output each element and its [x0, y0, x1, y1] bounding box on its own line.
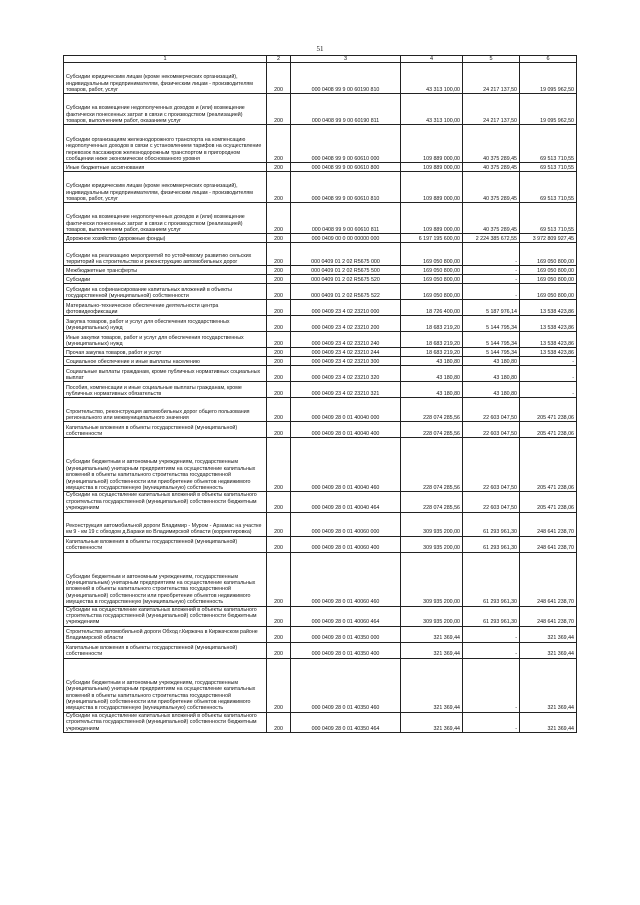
row-executed-amount: -	[463, 275, 520, 284]
row-executed-amount: 5 144 795,34	[463, 316, 520, 332]
row-code: 200	[267, 642, 291, 658]
row-remaining-amount: 248 641 238,70	[520, 512, 577, 536]
row-executed-amount: -	[463, 658, 520, 712]
row-name: Субсидии организациям железнодорожного транспорта на компенсацию недополученных доходов в связи с установлением тарифов на осуществление перевозок пассажиров железнодорожным транспортом в пригородном сообщении ниже экономически обоснованного уровня	[64, 125, 267, 163]
row-classification-code: 000 0409 01 2 02 R5675 000	[291, 243, 401, 266]
row-remaining-amount: 69 513 710,55	[520, 125, 577, 163]
row-executed-amount: 43 180,80	[463, 357, 520, 366]
row-remaining-amount: 169 050 800,00	[520, 284, 577, 300]
table-row	[64, 512, 577, 536]
row-code: 200	[267, 398, 291, 422]
row-executed-amount: 61 293 961,30	[463, 536, 520, 552]
row-code: 200	[267, 536, 291, 552]
row-remaining-amount: 205 471 238,06	[520, 492, 577, 512]
row-code: 200	[267, 284, 291, 300]
table-row	[64, 266, 577, 275]
table-row	[64, 332, 577, 348]
row-classification-code: 000 0409 00 0 00 00000 000	[291, 234, 401, 243]
row-executed-amount: 24 217 137,50	[463, 63, 520, 94]
row-approved-amount: 321 369,44	[401, 712, 463, 732]
row-approved-amount: 321 369,44	[401, 642, 463, 658]
row-approved-amount: 109 889 000,00	[401, 163, 463, 172]
budget-execution-table	[63, 55, 577, 733]
row-code: 200	[267, 203, 291, 234]
row-classification-code: 000 0409 28 0 01 40060 464	[291, 606, 401, 626]
row-name: Субсидии бюджетным и автономным учреждениям, государственным (муниципальным) унитарным предприятиям на осуществление капитальных вложений в объекты капитального строительства государственной (муниципальной) собственности или приобретение объектов недвижимого имущества в государственную (муниципальную) собственность	[64, 438, 267, 492]
row-remaining-amount: 19 095 962,50	[520, 94, 577, 125]
row-executed-amount: 2 224 385 672,55	[463, 234, 520, 243]
row-executed-amount: -	[463, 642, 520, 658]
row-executed-amount: 22 603 047,50	[463, 492, 520, 512]
row-approved-amount: 109 889 000,00	[401, 125, 463, 163]
row-remaining-amount: 321 369,44	[520, 626, 577, 642]
table-row	[64, 712, 577, 732]
row-name: Пособия, компенсации и иные социальные выплаты гражданам, кроме публичных нормативных обязательств	[64, 382, 267, 398]
row-executed-amount: 24 217 137,50	[463, 94, 520, 125]
row-classification-code: 000 0409 23 4 02 23210 000	[291, 300, 401, 316]
row-remaining-amount: 169 050 800,00	[520, 275, 577, 284]
row-classification-code: 000 0409 23 4 02 23210 300	[291, 357, 401, 366]
row-approved-amount: 43 313 100,00	[401, 63, 463, 94]
row-code: 200	[267, 332, 291, 348]
table-row	[64, 536, 577, 552]
row-name: Субсидии на осуществление капитальных вложений в объекты капитального строительства государственной (муниципальной) собственности бюджетным учреждениям	[64, 606, 267, 626]
row-name: Субсидии на реализацию мероприятий по устойчивому развитию сельских территорий на строительство и реконструкцию автомобильных дорог	[64, 243, 267, 266]
row-code: 200	[267, 492, 291, 512]
row-code: 200	[267, 300, 291, 316]
table-row	[64, 172, 577, 203]
table-row	[64, 94, 577, 125]
row-code: 200	[267, 94, 291, 125]
row-remaining-amount: 169 050 800,00	[520, 266, 577, 275]
row-remaining-amount: 13 538 423,86	[520, 300, 577, 316]
row-executed-amount: 5 187 976,14	[463, 300, 520, 316]
row-remaining-amount: 321 369,44	[520, 712, 577, 732]
row-remaining-amount: 248 641 238,70	[520, 606, 577, 626]
row-classification-code: 000 0409 23 4 02 23210 321	[291, 382, 401, 398]
table-row	[64, 398, 577, 422]
row-executed-amount: 5 144 795,34	[463, 332, 520, 348]
row-executed-amount: 61 293 961,30	[463, 512, 520, 536]
row-approved-amount: 43 180,80	[401, 382, 463, 398]
row-name: Закупка товаров, работ и услуг для обеспечения государственных (муниципальных) нужд	[64, 316, 267, 332]
row-classification-code: 000 0409 23 4 02 23210 240	[291, 332, 401, 348]
row-executed-amount: 40 375 289,45	[463, 125, 520, 163]
row-approved-amount: 18 726 400,00	[401, 300, 463, 316]
column-header: 1	[64, 56, 267, 63]
row-executed-amount: 61 293 961,30	[463, 606, 520, 626]
row-executed-amount: 61 293 961,30	[463, 552, 520, 606]
row-code: 200	[267, 606, 291, 626]
row-code: 200	[267, 316, 291, 332]
table-row	[64, 163, 577, 172]
row-approved-amount: 109 889 000,00	[401, 203, 463, 234]
table-row	[64, 366, 577, 382]
row-code: 200	[267, 63, 291, 94]
column-header: 4	[401, 56, 463, 63]
row-approved-amount: 169 050 800,00	[401, 275, 463, 284]
row-classification-code: 000 0408 99 9 00 60610 811	[291, 203, 401, 234]
row-name: Социальные выплаты гражданам, кроме публичных нормативных социальных выплат	[64, 366, 267, 382]
table-row	[64, 125, 577, 163]
row-name: Капитальные вложения в объекты государственной (муниципальной) собственности	[64, 642, 267, 658]
row-remaining-amount: 169 050 800,00	[520, 243, 577, 266]
row-remaining-amount: 248 641 238,70	[520, 536, 577, 552]
row-executed-amount: 5 144 795,34	[463, 348, 520, 357]
row-remaining-amount: 13 538 423,86	[520, 332, 577, 348]
row-remaining-amount: 69 513 710,55	[520, 163, 577, 172]
table-row	[64, 243, 577, 266]
row-approved-amount: 18 683 219,20	[401, 348, 463, 357]
row-remaining-amount: -	[520, 366, 577, 382]
row-classification-code: 000 0409 01 2 02 R5675 522	[291, 284, 401, 300]
row-classification-code: 000 0409 23 4 02 23210 200	[291, 316, 401, 332]
table-row	[64, 438, 577, 492]
row-classification-code: 000 0409 23 4 02 23210 320	[291, 366, 401, 382]
row-name: Субсидии юридическим лицам (кроме некоммерческих организаций), индивидуальным предпринимателям, физическим лицам - производителям товаров, работ, услуг	[64, 172, 267, 203]
row-remaining-amount: 321 369,44	[520, 642, 577, 658]
row-remaining-amount: 69 513 710,55	[520, 172, 577, 203]
row-executed-amount: -	[463, 626, 520, 642]
row-executed-amount: 43 180,80	[463, 366, 520, 382]
row-remaining-amount: 13 538 423,86	[520, 348, 577, 357]
row-code: 200	[267, 234, 291, 243]
row-code: 200	[267, 348, 291, 357]
row-code: 200	[267, 422, 291, 438]
row-name: Строительство автомобильной дороги Обход г.Киржача в Киржачском районе Владимирской области	[64, 626, 267, 642]
row-code: 200	[267, 658, 291, 712]
table-row	[64, 626, 577, 642]
column-header: 6	[520, 56, 577, 63]
table-row	[64, 382, 577, 398]
row-name: Иные бюджетные ассигнования	[64, 163, 267, 172]
row-name: Дорожное хозяйство (дорожные фонды)	[64, 234, 267, 243]
row-executed-amount: 40 375 289,45	[463, 163, 520, 172]
row-name: Строительство, реконструкция автомобильных дорог общего пользования регионального или межмуниципального значения	[64, 398, 267, 422]
row-executed-amount: 22 603 047,50	[463, 438, 520, 492]
row-classification-code: 000 0409 01 2 02 R5675 520	[291, 275, 401, 284]
column-number-header-row	[64, 56, 577, 63]
row-approved-amount: 169 050 800,00	[401, 266, 463, 275]
row-classification-code: 000 0408 99 9 00 60190 810	[291, 63, 401, 94]
row-code: 200	[267, 357, 291, 366]
column-header: 3	[291, 56, 401, 63]
row-name: Субсидии на возмещение недополученных доходов и (или) возмещение фактически понесенных затрат в связи с производством (реализацией) товаров, выполнением работ, оказанием услуг	[64, 94, 267, 125]
row-remaining-amount: 205 471 238,06	[520, 438, 577, 492]
column-header: 2	[267, 56, 291, 63]
row-classification-code: 000 0409 28 0 01 40060 460	[291, 552, 401, 606]
table-row	[64, 658, 577, 712]
row-remaining-amount: 13 538 423,86	[520, 316, 577, 332]
table-row	[64, 357, 577, 366]
row-executed-amount: 40 375 289,45	[463, 203, 520, 234]
row-code: 200	[267, 275, 291, 284]
row-remaining-amount: 19 095 962,50	[520, 63, 577, 94]
column-header: 5	[463, 56, 520, 63]
row-approved-amount: 228 074 285,56	[401, 438, 463, 492]
row-executed-amount: 22 603 047,50	[463, 398, 520, 422]
row-name: Капитальные вложения в объекты государственной (муниципальной) собственности	[64, 422, 267, 438]
row-name: Прочая закупка товаров, работ и услуг	[64, 348, 267, 357]
row-approved-amount: 309 935 200,00	[401, 606, 463, 626]
row-code: 200	[267, 125, 291, 163]
row-code: 200	[267, 266, 291, 275]
row-classification-code: 000 0408 99 9 00 60610 800	[291, 163, 401, 172]
row-classification-code: 000 0409 28 0 01 40040 464	[291, 492, 401, 512]
row-name: Субсидии на осуществление капитальных вложений в объекты капитального строительства государственной (муниципальной) собственности бюджетным учреждениям	[64, 492, 267, 512]
row-classification-code: 000 0409 28 0 01 40060 400	[291, 536, 401, 552]
row-executed-amount: -	[463, 243, 520, 266]
row-code: 200	[267, 366, 291, 382]
row-approved-amount: 228 074 285,56	[401, 492, 463, 512]
row-approved-amount: 43 313 100,00	[401, 94, 463, 125]
table-row	[64, 422, 577, 438]
table-row	[64, 234, 577, 243]
row-name: Субсидии бюджетным и автономным учреждениям, государственным (муниципальным) унитарным предприятиям на осуществление капитальных вложений в объекты капитального строительства государственной (муниципальной) собственности или приобретение объектов недвижимого имущества в государственную (муниципальную) собственность	[64, 658, 267, 712]
row-name: Субсидии юридическим лицам (кроме некоммерческих организаций), индивидуальным предпринимателям, физическим лицам - производителям товаров, работ, услуг	[64, 63, 267, 94]
row-classification-code: 000 0409 28 0 01 40350 464	[291, 712, 401, 732]
row-name: Реконструкция автомобильной дороги Владимир - Муром - Арзамас на участке км 9 - км 19 с обходом д.Бараки во Владимирской области (корректировка)	[64, 512, 267, 536]
row-name: Капитальные вложения в объекты государственной (муниципальной) собственности	[64, 536, 267, 552]
row-executed-amount: 43 180,80	[463, 382, 520, 398]
row-remaining-amount: 321 369,44	[520, 658, 577, 712]
row-executed-amount: -	[463, 284, 520, 300]
row-remaining-amount: -	[520, 382, 577, 398]
row-classification-code: 000 0409 28 0 01 40040 400	[291, 422, 401, 438]
row-approved-amount: 43 180,80	[401, 366, 463, 382]
row-name: Субсидии бюджетным и автономным учреждениям, государственным (муниципальным) унитарным предприятиям на осуществление капитальных вложений в объекты капитального строительства государственной (муниципальной) собственности или приобретение объектов недвижимого имущества в государственную (муниципальную) собственность	[64, 552, 267, 606]
row-classification-code: 000 0409 28 0 01 40350 000	[291, 626, 401, 642]
row-name: Материально-техническое обеспечение деятельности центра фотовидеофиксации	[64, 300, 267, 316]
row-classification-code: 000 0409 01 2 02 R5675 500	[291, 266, 401, 275]
row-remaining-amount: 3 972 809 927,45	[520, 234, 577, 243]
row-name: Иные закупки товаров, работ и услуг для обеспечения государственных (муниципальных) нужд	[64, 332, 267, 348]
row-executed-amount: -	[463, 712, 520, 732]
table-row	[64, 275, 577, 284]
row-name: Субсидии на возмещение недополученных доходов и (или) возмещение фактически понесенных затрат в связи с производством (реализацией) товаров, выполнением работ, оказанием услуг	[64, 203, 267, 234]
row-classification-code: 000 0409 28 0 01 40040 460	[291, 438, 401, 492]
table-row	[64, 284, 577, 300]
row-approved-amount: 169 050 800,00	[401, 284, 463, 300]
row-remaining-amount: 205 471 238,06	[520, 398, 577, 422]
row-approved-amount: 43 180,80	[401, 357, 463, 366]
row-remaining-amount: 248 641 238,70	[520, 552, 577, 606]
table-row	[64, 300, 577, 316]
row-code: 200	[267, 712, 291, 732]
row-name: Субсидии	[64, 275, 267, 284]
row-approved-amount: 6 197 195 600,00	[401, 234, 463, 243]
row-approved-amount: 169 050 800,00	[401, 243, 463, 266]
row-name: Субсидии на осуществление капитальных вложений в объекты капитального строительства государственной (муниципальной) собственности бюджетным учреждениям	[64, 712, 267, 732]
row-approved-amount: 18 683 219,20	[401, 332, 463, 348]
row-approved-amount: 228 074 285,56	[401, 422, 463, 438]
row-name: Социальное обеспечение и иные выплаты населению	[64, 357, 267, 366]
row-remaining-amount: 205 471 238,06	[520, 422, 577, 438]
row-name: Межбюджетные трансферты	[64, 266, 267, 275]
row-code: 200	[267, 243, 291, 266]
row-code: 200	[267, 163, 291, 172]
row-executed-amount: -	[463, 266, 520, 275]
row-approved-amount: 309 935 200,00	[401, 536, 463, 552]
row-classification-code: 000 0408 99 9 00 60190 811	[291, 94, 401, 125]
row-classification-code: 000 0409 23 4 02 23210 244	[291, 348, 401, 357]
row-approved-amount: 321 369,44	[401, 626, 463, 642]
row-code: 200	[267, 438, 291, 492]
row-classification-code: 000 0409 28 0 01 40350 400	[291, 642, 401, 658]
row-code: 200	[267, 552, 291, 606]
row-code: 200	[267, 626, 291, 642]
table-row	[64, 552, 577, 606]
row-approved-amount: 309 935 200,00	[401, 512, 463, 536]
row-code: 200	[267, 382, 291, 398]
row-remaining-amount: -	[520, 357, 577, 366]
row-classification-code: 000 0409 28 0 01 40060 000	[291, 512, 401, 536]
row-approved-amount: 309 935 200,00	[401, 552, 463, 606]
row-approved-amount: 228 074 285,56	[401, 398, 463, 422]
row-approved-amount: 321 369,44	[401, 658, 463, 712]
row-approved-amount: 109 889 000,00	[401, 172, 463, 203]
row-executed-amount: 40 375 289,45	[463, 172, 520, 203]
row-approved-amount: 18 683 219,20	[401, 316, 463, 332]
table-row	[64, 642, 577, 658]
table-row	[64, 492, 577, 512]
row-remaining-amount: 69 513 710,55	[520, 203, 577, 234]
table-row	[64, 203, 577, 234]
row-classification-code: 000 0409 28 0 01 40040 000	[291, 398, 401, 422]
table-row	[64, 348, 577, 357]
table-row	[64, 316, 577, 332]
row-classification-code: 000 0408 99 9 00 60610 000	[291, 125, 401, 163]
row-classification-code: 000 0408 99 9 00 60610 810	[291, 172, 401, 203]
table-row	[64, 606, 577, 626]
row-code: 200	[267, 512, 291, 536]
table-row	[64, 63, 577, 94]
page-number: 51	[316, 45, 324, 53]
row-executed-amount: 22 603 047,50	[463, 422, 520, 438]
row-code: 200	[267, 172, 291, 203]
row-name: Субсидии на софинансирование капитальных вложений в объекты государственной (муниципальной) собственности	[64, 284, 267, 300]
row-classification-code: 000 0409 28 0 01 40350 460	[291, 658, 401, 712]
